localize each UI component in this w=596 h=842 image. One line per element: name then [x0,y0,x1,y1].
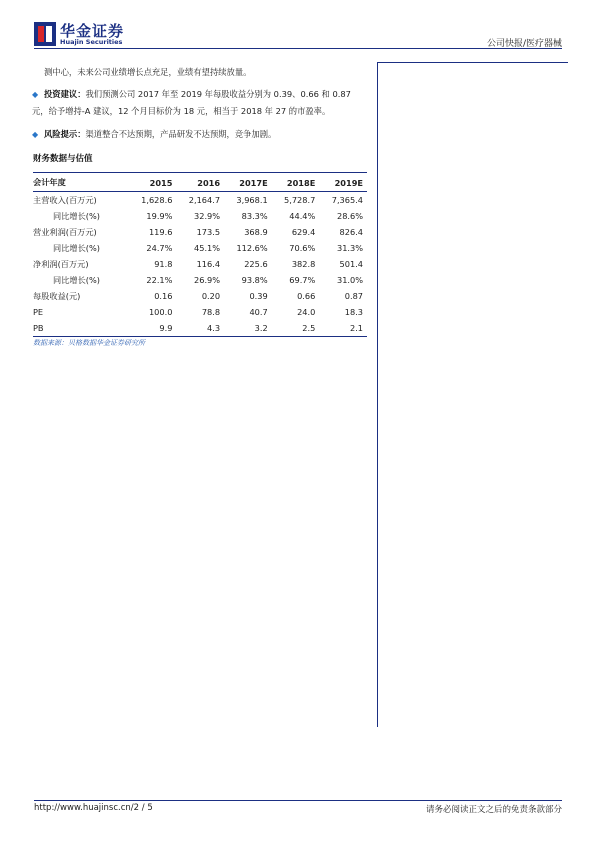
table-cell: 40.7 [249,307,268,317]
row-label: 同比增长(%) [53,242,100,253]
table-cell: 93.8% [241,275,268,285]
column-header: 2017E [224,173,272,192]
footer-divider [34,800,562,801]
table-cell: 45.1% [194,243,221,253]
footer-disclaimer: 请务必阅读正文之后的免责条款部分 [425,805,562,815]
row-label: 主营收入(百万元) [33,194,97,205]
column-header: 2015 [129,173,177,192]
table-cell: 3,968.1 [236,195,268,205]
body-paragraph-continued: 测中心，未来公司业绩增长点充足，业绩有望持续放量。 [44,67,252,77]
table-cell: 69.7% [289,275,316,285]
logo-chinese-name: 华金证券 [60,22,125,40]
footer-url-link[interactable]: http://www.huajinsc.cn/2 / 5 [34,803,153,813]
table-cell: 26.9% [194,275,221,285]
table-cell: 382.8 [291,259,316,269]
column-header: 2019E [319,173,367,192]
header-divider [34,48,562,49]
row-label: PE [33,307,44,317]
huajin-logo-icon [34,22,56,46]
table-row [33,272,367,288]
table-cell: 19.9% [146,211,173,221]
table-cell: 112.6% [236,243,268,253]
column-header: 2016 [176,173,224,192]
table-cell: 31.0% [336,275,363,285]
table-cell: 0.20 [201,291,221,301]
table-cell: 3.2 [224,320,272,337]
table-row [33,192,367,209]
table-cell: 91.8 [154,259,173,269]
row-label: 同比增长(%) [53,210,100,221]
table-cell: 100.0 [148,307,173,317]
table-header-row [33,173,367,192]
table-cell: 44.4% [289,211,316,221]
table-cell: 32.9% [194,211,221,221]
table-cell: 1,628.6 [141,195,173,205]
table-cell: 2,164.7 [188,195,221,205]
table-cell: 0.39 [249,291,268,301]
column-header: 会计年度 [33,173,129,192]
table-row [33,208,367,224]
table-row [33,320,367,337]
investment-advice-label: 投资建议： [44,89,86,99]
table-cell: 28.6% [336,211,363,221]
table-cell: 5,728.7 [284,195,316,205]
row-label: 每股收益(元) [33,290,81,301]
diamond-bullet-icon: ◆ [32,130,39,139]
table-cell: 70.6% [289,243,316,253]
sidebar-panel [377,62,568,727]
column-header: 2018E [272,173,320,192]
table-cell: 9.9 [129,320,177,337]
table-cell: 4.3 [176,320,224,337]
table-cell: 31.3% [336,243,363,253]
company-logo [34,20,134,48]
table-row [33,288,367,304]
table-cell: 225.6 [244,259,268,269]
diamond-bullet-icon: ◆ [32,90,39,99]
table-row [33,224,367,240]
table-row [33,240,367,256]
risk-warning-label: 风险提示： [44,129,86,139]
table-cell: 0.87 [344,291,363,301]
table-cell: 18.3 [344,307,363,317]
row-label: 同比增长(%) [53,274,100,285]
table-cell: 83.3% [241,211,268,221]
logo-english-name: Huajin Securities [60,38,123,46]
table-cell: 2.1 [319,320,367,337]
table-title: 财务数据与估值 [33,154,93,164]
table-cell: 2.5 [272,320,320,337]
table-cell: 629.4 [291,227,316,237]
row-label: PB [33,320,129,337]
table-cell: 173.5 [196,227,221,237]
table-cell: 119.6 [148,227,173,237]
table-cell: 7,365.4 [331,195,363,205]
table-cell: 78.8 [201,307,221,317]
table-row [33,304,367,320]
report-category: 公司快报/医疗器械 [486,39,562,49]
table-cell: 0.66 [297,291,316,301]
row-label: 营业利润(百万元) [33,226,97,237]
table-cell: 22.1% [146,275,173,285]
investment-advice-text: 我们预测公司 2017 年至 2019 年每股收益分别为 0.39、0.66 和 0.87 元，给予增持-A 建议，12 个月目标价为 18 元，相当于 2018 年 27 的市盈率。 [32,89,351,116]
risk-warning-paragraph [32,126,357,143]
table-cell: 826.4 [339,227,363,237]
investment-advice-paragraph [32,86,357,120]
table-cell: 116.4 [196,259,221,269]
table-cell: 24.0 [297,307,316,317]
table-cell: 0.16 [154,291,173,301]
table-cell: 368.9 [244,227,268,237]
table-row [33,256,367,272]
financial-data-table [33,172,367,337]
row-label: 净利润(百万元) [33,258,89,269]
data-source-note: 数据来源：贝格数据华金证券研究所 [33,339,145,347]
table-cell: 501.4 [339,259,363,269]
table-cell: 24.7% [146,243,173,253]
risk-warning-text: 渠道整合不达预期，产品研发不达预期，竞争加剧。 [85,129,277,139]
